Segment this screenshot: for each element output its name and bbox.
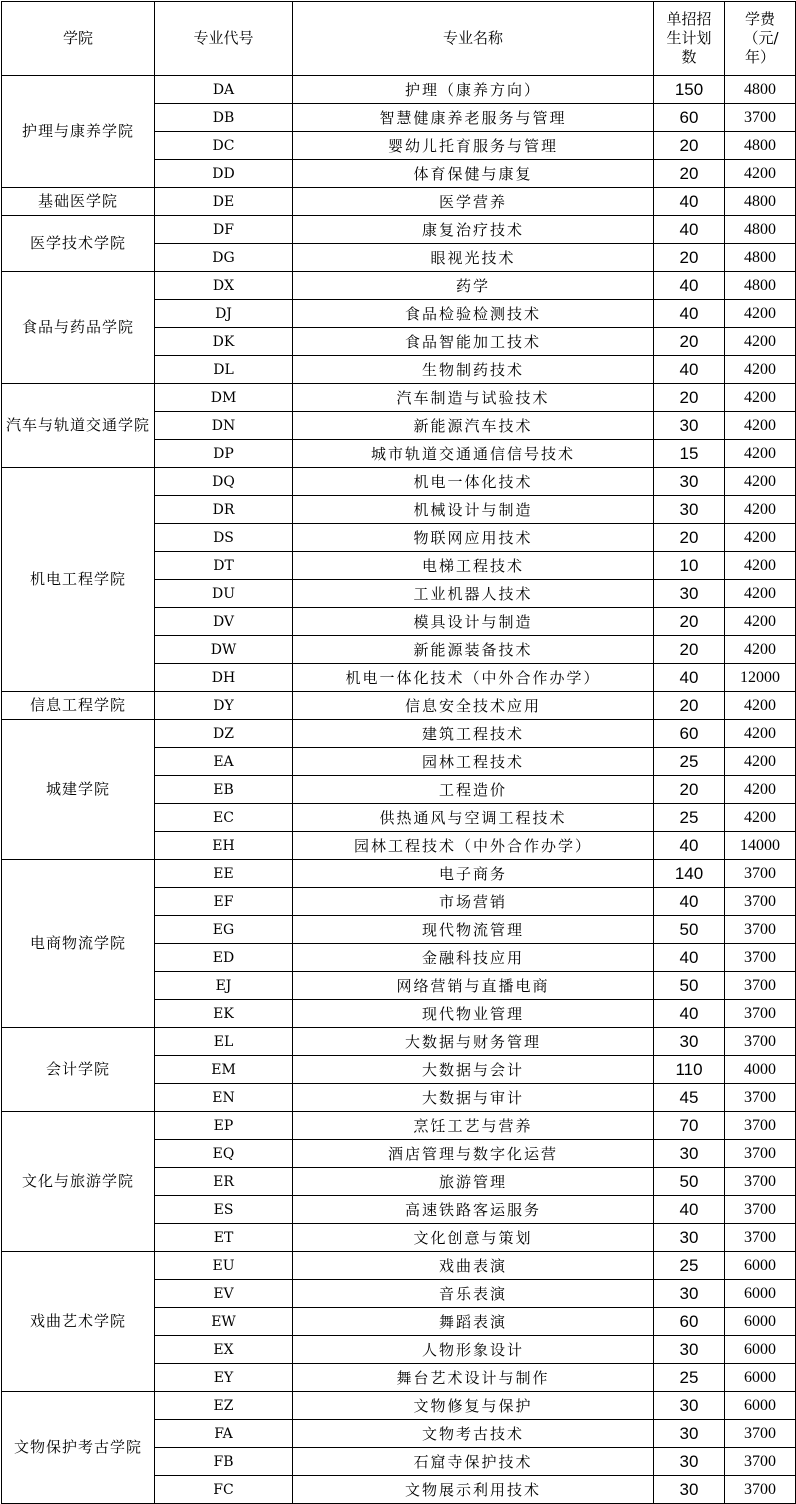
major-name-cell: 现代物业管理 xyxy=(293,1000,654,1028)
college-cell: 电商物流学院 xyxy=(2,860,155,1028)
college-cell: 文化与旅游学院 xyxy=(2,1112,155,1252)
enrollment-count-cell: 40 xyxy=(654,888,725,916)
major-code-cell: DF xyxy=(155,216,293,244)
tuition-cell: 3700 xyxy=(725,888,796,916)
tuition-cell: 6000 xyxy=(725,1280,796,1308)
major-code-cell: EP xyxy=(155,1112,293,1140)
college-cell: 基础医学院 xyxy=(2,188,155,216)
enrollment-count-cell: 30 xyxy=(654,1448,725,1476)
major-code-cell: ES xyxy=(155,1196,293,1224)
enrollment-count-cell: 30 xyxy=(654,1420,725,1448)
major-code-cell: EJ xyxy=(155,972,293,1000)
major-name-cell: 园林工程技术（中外合作办学） xyxy=(293,832,654,860)
major-name-cell: 眼视光技术 xyxy=(293,244,654,272)
enrollment-count-cell: 110 xyxy=(654,1056,725,1084)
enrollment-count-cell: 30 xyxy=(654,468,725,496)
major-name-cell: 市场营销 xyxy=(293,888,654,916)
tuition-cell: 4200 xyxy=(725,552,796,580)
major-code-cell: DZ xyxy=(155,720,293,748)
major-name-cell: 药学 xyxy=(293,272,654,300)
major-code-cell: FC xyxy=(155,1476,293,1504)
enrollment-count-cell: 30 xyxy=(654,1280,725,1308)
major-name-cell: 医学营养 xyxy=(293,188,654,216)
major-name-cell: 机电一体化技术 xyxy=(293,468,654,496)
major-code-cell: EV xyxy=(155,1280,293,1308)
major-code-cell: FA xyxy=(155,1420,293,1448)
major-name-cell: 汽车制造与试验技术 xyxy=(293,384,654,412)
major-name-cell: 网络营销与直播电商 xyxy=(293,972,654,1000)
tuition-cell: 4800 xyxy=(725,272,796,300)
major-name-cell: 舞台艺术设计与制作 xyxy=(293,1364,654,1392)
major-code-cell: EB xyxy=(155,776,293,804)
table-row xyxy=(2,1112,796,1140)
tuition-cell: 6000 xyxy=(725,1308,796,1336)
enrollment-count-cell: 30 xyxy=(654,1028,725,1056)
header-enrollment-count xyxy=(654,2,725,76)
enrollment-count-cell: 20 xyxy=(654,160,725,188)
college-cell: 医学技术学院 xyxy=(2,216,155,272)
college-cell: 信息工程学院 xyxy=(2,692,155,720)
major-code-cell: DQ xyxy=(155,468,293,496)
tuition-cell: 4200 xyxy=(725,776,796,804)
major-name-cell: 工业机器人技术 xyxy=(293,580,654,608)
major-code-cell: DX xyxy=(155,272,293,300)
college-cell: 护理与康养学院 xyxy=(2,76,155,188)
major-code-cell: DT xyxy=(155,552,293,580)
major-code-cell: DJ xyxy=(155,300,293,328)
header-tuition-text: 学费（元/年） xyxy=(743,10,779,66)
header-major-code: 专业代号 xyxy=(155,2,293,76)
major-name-cell: 机械设计与制造 xyxy=(293,496,654,524)
major-name-cell: 人物形象设计 xyxy=(293,1336,654,1364)
tuition-cell: 3700 xyxy=(725,1168,796,1196)
tuition-cell: 6000 xyxy=(725,1364,796,1392)
enrollment-count-cell: 40 xyxy=(654,216,725,244)
tuition-cell: 4200 xyxy=(725,160,796,188)
tuition-cell: 4200 xyxy=(725,692,796,720)
major-code-cell: FB xyxy=(155,1448,293,1476)
table-row xyxy=(2,1392,796,1420)
major-name-cell: 电梯工程技术 xyxy=(293,552,654,580)
major-code-cell: DH xyxy=(155,664,293,692)
major-name-cell: 城市轨道交通通信信号技术 xyxy=(293,440,654,468)
tuition-cell: 3700 xyxy=(725,1420,796,1448)
major-code-cell: DC xyxy=(155,132,293,160)
major-code-cell: EZ xyxy=(155,1392,293,1420)
major-name-cell: 生物制药技术 xyxy=(293,356,654,384)
major-name-cell: 新能源汽车技术 xyxy=(293,412,654,440)
major-name-cell: 食品检验检测技术 xyxy=(293,300,654,328)
tuition-cell: 4800 xyxy=(725,216,796,244)
major-name-cell: 高速铁路客运服务 xyxy=(293,1196,654,1224)
major-name-cell: 音乐表演 xyxy=(293,1280,654,1308)
major-code-cell: EY xyxy=(155,1364,293,1392)
table-row xyxy=(2,692,796,720)
college-cell: 戏曲艺术学院 xyxy=(2,1252,155,1392)
tuition-cell: 3700 xyxy=(725,1224,796,1252)
college-cell: 食品与药品学院 xyxy=(2,272,155,384)
major-name-cell: 石窟寺保护技术 xyxy=(293,1448,654,1476)
major-code-cell: EX xyxy=(155,1336,293,1364)
enrollment-count-cell: 60 xyxy=(654,1308,725,1336)
table-row xyxy=(2,188,796,216)
enrollment-count-cell: 70 xyxy=(654,1112,725,1140)
major-name-cell: 舞蹈表演 xyxy=(293,1308,654,1336)
major-code-cell: EQ xyxy=(155,1140,293,1168)
table-row xyxy=(2,1028,796,1056)
tuition-cell: 4800 xyxy=(725,132,796,160)
tuition-cell: 6000 xyxy=(725,1336,796,1364)
tuition-cell: 4200 xyxy=(725,356,796,384)
enrollment-count-cell: 20 xyxy=(654,636,725,664)
enrollment-count-cell: 10 xyxy=(654,552,725,580)
table-row xyxy=(2,860,796,888)
tuition-cell: 3700 xyxy=(725,916,796,944)
major-name-cell: 大数据与财务管理 xyxy=(293,1028,654,1056)
enrollment-count-cell: 50 xyxy=(654,916,725,944)
enrollment-count-cell: 40 xyxy=(654,664,725,692)
major-code-cell: EM xyxy=(155,1056,293,1084)
major-name-cell: 模具设计与制造 xyxy=(293,608,654,636)
major-code-cell: ER xyxy=(155,1168,293,1196)
header-major-name: 专业名称 xyxy=(293,2,654,76)
major-code-cell: EE xyxy=(155,860,293,888)
enrollment-count-cell: 15 xyxy=(654,440,725,468)
tuition-cell: 4200 xyxy=(725,300,796,328)
major-name-cell: 现代物流管理 xyxy=(293,916,654,944)
major-name-cell: 大数据与审计 xyxy=(293,1084,654,1112)
tuition-cell: 4200 xyxy=(725,608,796,636)
major-code-cell: EC xyxy=(155,804,293,832)
tuition-cell: 4200 xyxy=(725,748,796,776)
major-code-cell: DN xyxy=(155,412,293,440)
table-row xyxy=(2,216,796,244)
major-code-cell: DW xyxy=(155,636,293,664)
enrollment-count-cell: 25 xyxy=(654,1252,725,1280)
enrollment-count-cell: 40 xyxy=(654,272,725,300)
tuition-cell: 3700 xyxy=(725,1476,796,1504)
enrollment-count-cell: 40 xyxy=(654,1196,725,1224)
major-name-cell: 智慧健康养老服务与管理 xyxy=(293,104,654,132)
major-name-cell: 机电一体化技术（中外合作办学） xyxy=(293,664,654,692)
enrollment-count-cell: 30 xyxy=(654,1476,725,1504)
enrollment-count-cell: 30 xyxy=(654,580,725,608)
tuition-cell: 3700 xyxy=(725,1140,796,1168)
major-name-cell: 文化创意与策划 xyxy=(293,1224,654,1252)
table-row xyxy=(2,720,796,748)
enrollment-count-cell: 50 xyxy=(654,972,725,1000)
enrollment-count-cell: 20 xyxy=(654,524,725,552)
tuition-cell: 4200 xyxy=(725,496,796,524)
tuition-cell: 3700 xyxy=(725,1000,796,1028)
tuition-cell: 4200 xyxy=(725,580,796,608)
major-name-cell: 建筑工程技术 xyxy=(293,720,654,748)
tuition-cell: 4200 xyxy=(725,804,796,832)
major-code-cell: DY xyxy=(155,692,293,720)
college-cell: 机电工程学院 xyxy=(2,468,155,692)
table-header-row xyxy=(2,2,796,76)
tuition-cell: 4200 xyxy=(725,328,796,356)
enrollment-count-cell: 20 xyxy=(654,132,725,160)
major-name-cell: 大数据与会计 xyxy=(293,1056,654,1084)
major-code-cell: EG xyxy=(155,916,293,944)
enrollment-count-cell: 40 xyxy=(654,300,725,328)
major-name-cell: 戏曲表演 xyxy=(293,1252,654,1280)
tuition-cell: 6000 xyxy=(725,1392,796,1420)
enrollment-count-cell: 20 xyxy=(654,776,725,804)
major-code-cell: DV xyxy=(155,608,293,636)
enrollment-count-cell: 20 xyxy=(654,608,725,636)
major-name-cell: 体育保健与康复 xyxy=(293,160,654,188)
tuition-cell: 3700 xyxy=(725,1448,796,1476)
major-name-cell: 物联网应用技术 xyxy=(293,524,654,552)
enrollment-plan-table xyxy=(1,1,796,1504)
tuition-cell: 4200 xyxy=(725,720,796,748)
tuition-cell: 4200 xyxy=(725,524,796,552)
major-code-cell: DE xyxy=(155,188,293,216)
major-code-cell: EK xyxy=(155,1000,293,1028)
major-name-cell: 康复治疗技术 xyxy=(293,216,654,244)
tuition-cell: 14000 xyxy=(725,832,796,860)
college-cell: 会计学院 xyxy=(2,1028,155,1112)
major-name-cell: 烹饪工艺与营养 xyxy=(293,1112,654,1140)
major-code-cell: DB xyxy=(155,104,293,132)
major-code-cell: EN xyxy=(155,1084,293,1112)
major-code-cell: DD xyxy=(155,160,293,188)
major-code-cell: EL xyxy=(155,1028,293,1056)
table-row xyxy=(2,76,796,104)
major-name-cell: 文物展示利用技术 xyxy=(293,1476,654,1504)
major-name-cell: 酒店管理与数字化运营 xyxy=(293,1140,654,1168)
enrollment-count-cell: 40 xyxy=(654,188,725,216)
tuition-cell: 3700 xyxy=(725,972,796,1000)
header-enrollment-count-text: 单招招生计划数 xyxy=(666,10,712,66)
major-name-cell: 文物修复与保护 xyxy=(293,1392,654,1420)
header-tuition xyxy=(725,2,796,76)
major-name-cell: 文物考古技术 xyxy=(293,1420,654,1448)
major-name-cell: 园林工程技术 xyxy=(293,748,654,776)
major-code-cell: EW xyxy=(155,1308,293,1336)
enrollment-count-cell: 60 xyxy=(654,720,725,748)
major-name-cell: 护理（康养方向） xyxy=(293,76,654,104)
tuition-cell: 4800 xyxy=(725,76,796,104)
major-code-cell: DR xyxy=(155,496,293,524)
major-code-cell: DG xyxy=(155,244,293,272)
enrollment-count-cell: 30 xyxy=(654,1140,725,1168)
header-college: 学院 xyxy=(2,2,155,76)
major-name-cell: 食品智能加工技术 xyxy=(293,328,654,356)
tuition-cell: 4200 xyxy=(725,384,796,412)
tuition-cell: 3700 xyxy=(725,1084,796,1112)
tuition-cell: 4200 xyxy=(725,468,796,496)
table-row xyxy=(2,272,796,300)
table-row xyxy=(2,384,796,412)
enrollment-count-cell: 20 xyxy=(654,328,725,356)
enrollment-count-cell: 40 xyxy=(654,944,725,972)
tuition-cell: 6000 xyxy=(725,1252,796,1280)
major-code-cell: EF xyxy=(155,888,293,916)
major-code-cell: DM xyxy=(155,384,293,412)
enrollment-count-cell: 25 xyxy=(654,748,725,776)
major-name-cell: 电子商务 xyxy=(293,860,654,888)
enrollment-count-cell: 60 xyxy=(654,104,725,132)
major-name-cell: 信息安全技术应用 xyxy=(293,692,654,720)
major-code-cell: EU xyxy=(155,1252,293,1280)
tuition-cell: 4200 xyxy=(725,412,796,440)
major-code-cell: DS xyxy=(155,524,293,552)
enrollment-count-cell: 40 xyxy=(654,356,725,384)
enrollment-count-cell: 30 xyxy=(654,412,725,440)
major-code-cell: ET xyxy=(155,1224,293,1252)
enrollment-count-cell: 30 xyxy=(654,1392,725,1420)
tuition-cell: 12000 xyxy=(725,664,796,692)
enrollment-count-cell: 50 xyxy=(654,1168,725,1196)
major-code-cell: DK xyxy=(155,328,293,356)
major-name-cell: 工程造价 xyxy=(293,776,654,804)
tuition-cell: 3700 xyxy=(725,104,796,132)
enrollment-count-cell: 25 xyxy=(654,804,725,832)
enrollment-count-cell: 20 xyxy=(654,692,725,720)
tuition-cell: 4800 xyxy=(725,188,796,216)
college-cell: 城建学院 xyxy=(2,720,155,860)
major-name-cell: 金融科技应用 xyxy=(293,944,654,972)
major-code-cell: DL xyxy=(155,356,293,384)
tuition-cell: 4800 xyxy=(725,244,796,272)
major-name-cell: 旅游管理 xyxy=(293,1168,654,1196)
major-code-cell: ED xyxy=(155,944,293,972)
enrollment-count-cell: 40 xyxy=(654,832,725,860)
enrollment-count-cell: 30 xyxy=(654,496,725,524)
table-row xyxy=(2,468,796,496)
enrollment-count-cell: 40 xyxy=(654,1000,725,1028)
enrollment-count-cell: 20 xyxy=(654,244,725,272)
enrollment-count-cell: 25 xyxy=(654,1364,725,1392)
tuition-cell: 3700 xyxy=(725,1112,796,1140)
tuition-cell: 4000 xyxy=(725,1056,796,1084)
tuition-cell: 3700 xyxy=(725,860,796,888)
college-cell: 文物保护考古学院 xyxy=(2,1392,155,1504)
major-code-cell: EH xyxy=(155,832,293,860)
enrollment-count-cell: 45 xyxy=(654,1084,725,1112)
tuition-cell: 3700 xyxy=(725,944,796,972)
major-code-cell: DP xyxy=(155,440,293,468)
enrollment-count-cell: 20 xyxy=(654,384,725,412)
tuition-cell: 3700 xyxy=(725,1196,796,1224)
enrollment-count-cell: 150 xyxy=(654,76,725,104)
major-name-cell: 新能源装备技术 xyxy=(293,636,654,664)
enrollment-count-cell: 30 xyxy=(654,1336,725,1364)
major-name-cell: 婴幼儿托育服务与管理 xyxy=(293,132,654,160)
major-code-cell: EA xyxy=(155,748,293,776)
major-code-cell: DA xyxy=(155,76,293,104)
enrollment-count-cell: 140 xyxy=(654,860,725,888)
tuition-cell: 4200 xyxy=(725,440,796,468)
major-code-cell: DU xyxy=(155,580,293,608)
tuition-cell: 4200 xyxy=(725,636,796,664)
college-cell: 汽车与轨道交通学院 xyxy=(2,384,155,468)
table-row xyxy=(2,1252,796,1280)
major-name-cell: 供热通风与空调工程技术 xyxy=(293,804,654,832)
enrollment-count-cell: 30 xyxy=(654,1224,725,1252)
tuition-cell: 3700 xyxy=(725,1028,796,1056)
